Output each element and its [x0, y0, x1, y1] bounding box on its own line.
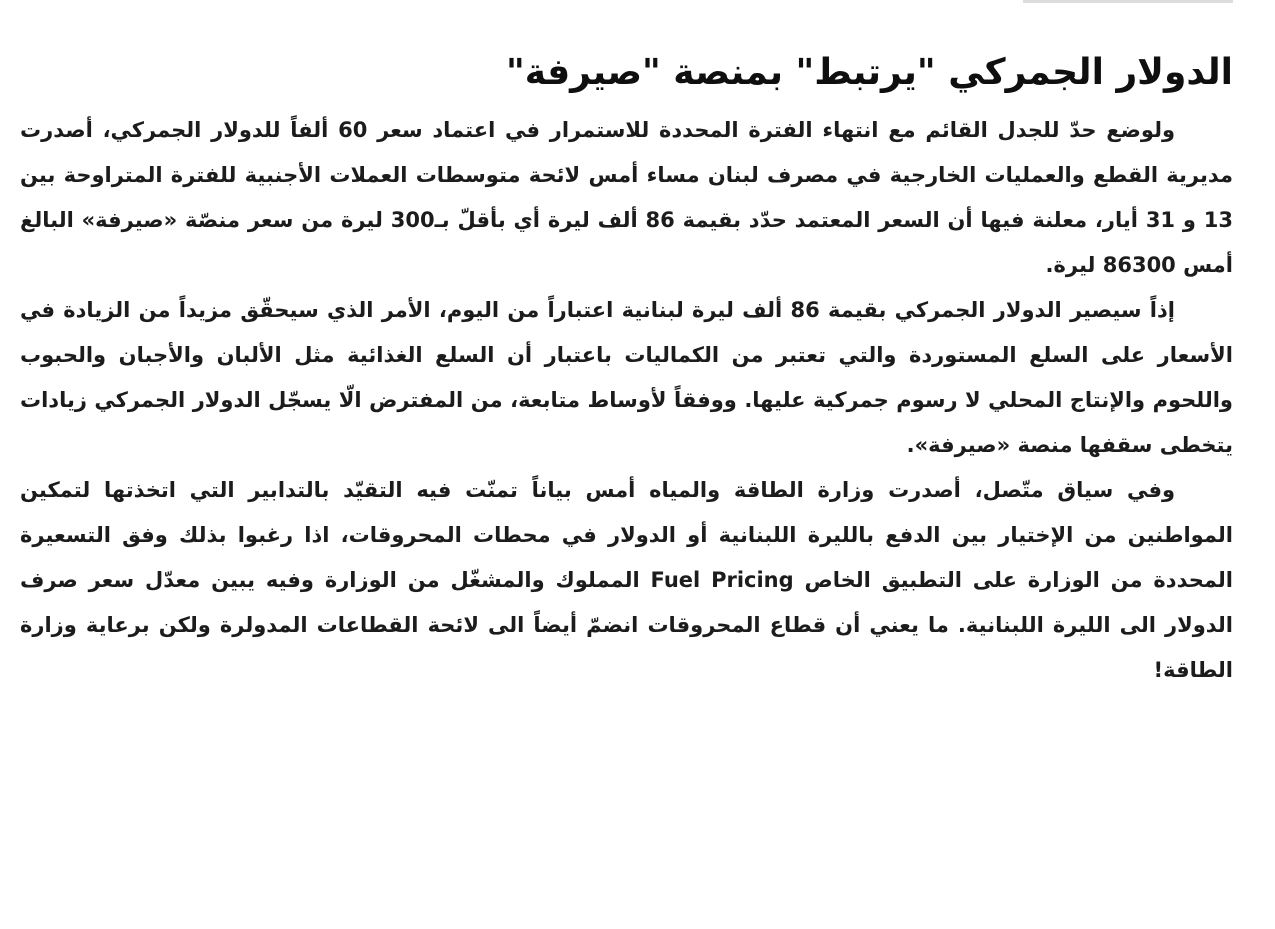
news-article — [20, 42, 1233, 693]
top-divider — [1023, 0, 1233, 3]
article-paragraph-3: وفي سياق متّصل، أصدرت وزارة الطاقة والمياه أمس بياناً تمنّت فيه التقيّد بالتدابير التي اتخذتها لتمكين المواطنين من الإختيار بين الدفع بالليرة اللبنانية أو الدولار في محطات المحروقات، اذا رغبوا بذلك وفق التسعيرة المحددة من الوزارة على التطبيق الخاص Fuel Pricing المملوك والمشغّل من الوزارة وفيه يبين معدّل سعر صرف الدولار الى الليرة اللبنانية. ما يعني أن قطاع المحروقات انضمّ أيضاً الى لائحة القطاعات المدولرة ولكن برعاية وزارة الطاقة! — [20, 478, 1233, 682]
article-paragraph-1: ولوضع حدّ للجدل القائم مع انتهاء الفترة المحددة للاستمرار في اعتماد سعر 60 ألفاً للدولار الجمركي، أصدرت مديرية القطع والعمليات الخارجية في مصرف لبنان مساء أمس لائحة متوسطات العملات الأجنبية للفترة المتراوحة بين 13 و 31 أيار، معلنة فيها أن السعر المعتمد حدّد بقيمة 86 ألف ليرة أي بأقلّ بـ300 ليرة من سعر منصّة «صيرفة» البالغ أمس 86300 ليرة. — [20, 118, 1234, 277]
article-paragraph-2: إذاً سيصير الدولار الجمركي بقيمة 86 ألف ليرة لبنانية اعتباراً من اليوم، الأمر الذي سيحقّق مزيداً من الزيادة في الأسعار على السلع المستوردة والتي تعتبر من الكماليات باعتبار أن السلع الغذائية مثل الألبان والأجبان والحبوب واللحوم والإنتاج المحلي لا رسوم جمركية عليها. ووفقاً لأوساط متابعة، من المفترض الّا يسجّل الدولار الجمركي زيادات يتخطى سقفها منصة «صيرفة». — [20, 298, 1233, 457]
article-headline: الدولار الجمركي "يرتبط" بمنصة "صيرفة" — [505, 52, 1233, 93]
